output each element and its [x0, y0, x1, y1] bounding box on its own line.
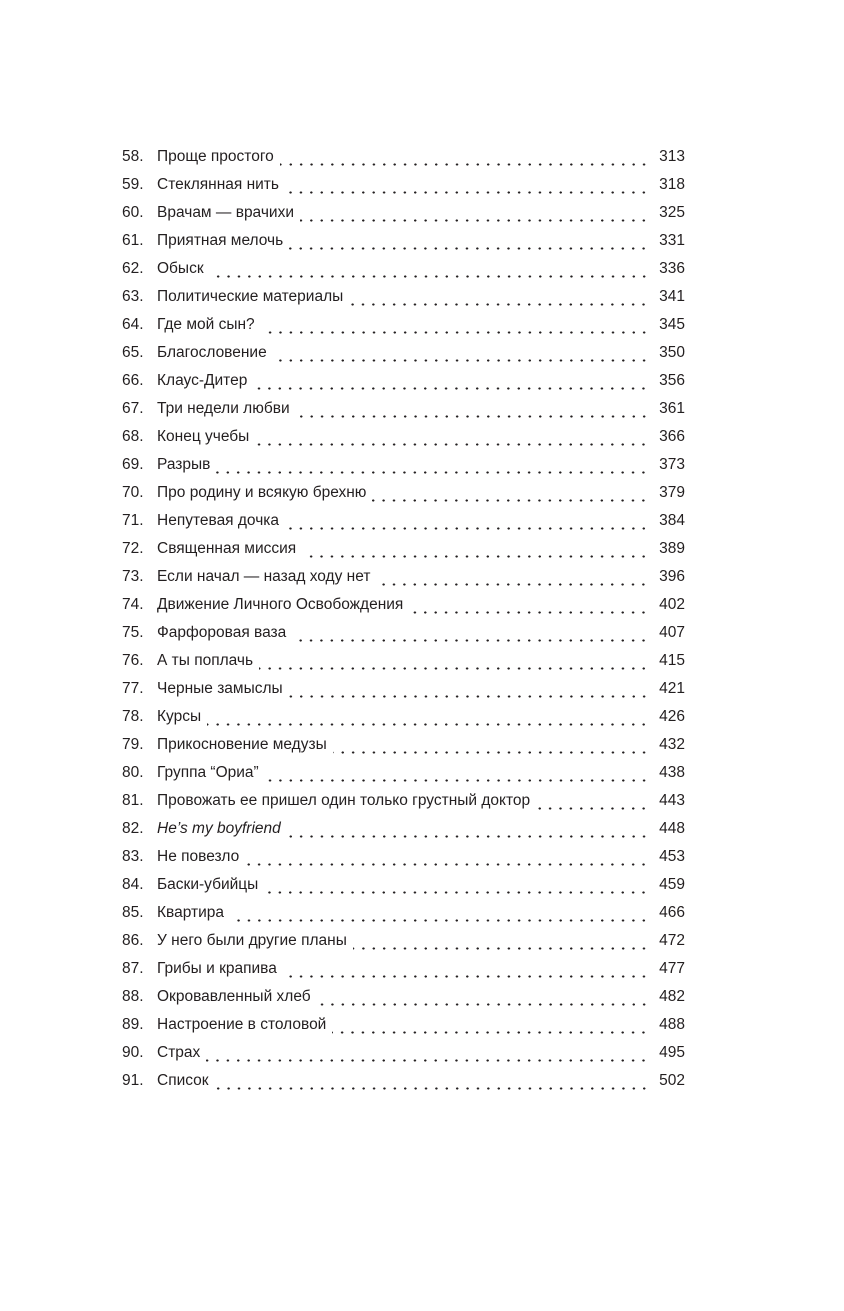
page-number: 502	[659, 1072, 685, 1089]
chapter-number: 62.	[122, 260, 144, 277]
dot-leader	[285, 527, 649, 530]
toc-entry	[122, 174, 685, 202]
page-number: 453	[659, 848, 685, 865]
chapter-title: Окровавленный хлеб	[157, 988, 311, 1005]
dot-leader	[376, 583, 649, 586]
chapter-title: Врачам — врачихи	[157, 204, 294, 221]
chapter-number: 69.	[122, 456, 144, 473]
page-number: 379	[659, 484, 685, 501]
page-number: 426	[659, 708, 685, 725]
dot-leader	[273, 359, 649, 362]
page-number: 331	[659, 232, 685, 249]
dot-leader	[349, 303, 649, 306]
dot-leader	[536, 807, 649, 810]
chapter-title: Провожать ее пришел один только грустный доктор	[157, 792, 531, 809]
chapter-title: Про родину и всякую брехню	[157, 484, 367, 501]
chapter-title: Грибы и крапива	[157, 960, 277, 977]
chapter-title: Курсы	[157, 708, 202, 725]
toc-entry	[122, 510, 685, 538]
chapter-title: Конец учебы	[157, 428, 250, 445]
chapter-title: А ты поплачь	[157, 652, 254, 669]
chapter-title: Группа “Ориа”	[157, 764, 259, 781]
chapter-number: 70.	[122, 484, 144, 501]
page-number: 341	[659, 288, 685, 305]
toc-entry	[122, 902, 685, 930]
chapter-title: Прикосновение медузы	[157, 736, 327, 753]
chapter-title: Обыск	[157, 260, 204, 277]
chapter-title: Настроение в столовой	[157, 1016, 327, 1033]
toc-entry	[122, 566, 685, 594]
page-number: 325	[659, 204, 685, 221]
dot-leader	[289, 247, 649, 250]
chapter-number: 84.	[122, 876, 144, 893]
dot-leader	[265, 779, 649, 782]
toc-entry	[122, 230, 685, 258]
toc-entry	[122, 538, 685, 566]
page-number: 438	[659, 764, 685, 781]
chapter-title: Приятная мелочь	[157, 232, 284, 249]
page-number: 407	[659, 624, 685, 641]
page-number: 459	[659, 876, 685, 893]
dot-leader	[300, 219, 649, 222]
dot-leader	[255, 443, 649, 446]
dot-leader	[333, 751, 649, 754]
chapter-title: Священная миссия	[157, 540, 297, 557]
chapter-number: 58.	[122, 148, 144, 165]
chapter-title: Стеклянная нить	[157, 176, 279, 193]
page-number: 336	[659, 260, 685, 277]
toc-entry	[122, 426, 685, 454]
toc-entry	[122, 370, 685, 398]
page-number: 443	[659, 792, 685, 809]
toc-entry	[122, 258, 685, 286]
chapter-number: 61.	[122, 232, 144, 249]
toc-entry	[122, 482, 685, 510]
chapter-number: 88.	[122, 988, 144, 1005]
page-number: 477	[659, 960, 685, 977]
toc-entry	[122, 846, 685, 874]
dot-leader	[207, 723, 649, 726]
chapter-title: Не повезло	[157, 848, 240, 865]
dot-leader	[264, 891, 649, 894]
chapter-title: Движение Личного Освобождения	[157, 596, 404, 613]
toc-entry	[122, 762, 685, 790]
dot-leader	[372, 499, 649, 502]
dot-leader	[206, 1059, 649, 1062]
page-number: 402	[659, 596, 685, 613]
chapter-number: 59.	[122, 176, 144, 193]
dot-leader	[230, 919, 649, 922]
dot-leader	[292, 639, 649, 642]
toc-entry	[122, 622, 685, 650]
chapter-number: 76.	[122, 652, 144, 669]
chapter-title: Черные замыслы	[157, 680, 283, 697]
chapter-title: Где мой сын?	[157, 316, 255, 333]
toc-entry	[122, 1070, 685, 1098]
page-number: 384	[659, 512, 685, 529]
page-number: 466	[659, 904, 685, 921]
toc-entry	[122, 650, 685, 678]
chapter-number: 73.	[122, 568, 144, 585]
chapter-number: 71.	[122, 512, 144, 529]
table-of-contents	[122, 146, 685, 1098]
chapter-title: Непутевая дочка	[157, 512, 280, 529]
chapter-number: 83.	[122, 848, 144, 865]
toc-entry	[122, 874, 685, 902]
dot-leader	[261, 331, 649, 334]
chapter-number: 77.	[122, 680, 144, 697]
dot-leader	[285, 191, 649, 194]
chapter-title: Благословение	[157, 344, 267, 361]
dot-leader	[280, 163, 649, 166]
toc-entry	[122, 986, 685, 1014]
dot-leader	[289, 695, 649, 698]
toc-entry	[122, 286, 685, 314]
dot-leader	[302, 555, 649, 558]
dot-leader	[353, 947, 649, 950]
dot-leader	[296, 415, 649, 418]
chapter-title: He’s my boyfriend	[157, 820, 281, 837]
chapter-number: 67.	[122, 400, 144, 417]
dot-leader	[332, 1031, 649, 1034]
page-number: 313	[659, 148, 685, 165]
chapter-title: Страх	[157, 1044, 201, 1061]
toc-entry	[122, 146, 685, 174]
chapter-number: 60.	[122, 204, 144, 221]
chapter-title: Квартира	[157, 904, 224, 921]
page-number: 350	[659, 344, 685, 361]
chapter-title: У него были другие планы	[157, 932, 347, 949]
chapter-number: 82.	[122, 820, 144, 837]
chapter-number: 81.	[122, 792, 144, 809]
toc-entry	[122, 818, 685, 846]
page-number: 361	[659, 400, 685, 417]
chapter-number: 90.	[122, 1044, 144, 1061]
chapter-number: 75.	[122, 624, 144, 641]
dot-leader	[216, 471, 649, 474]
page-number: 495	[659, 1044, 685, 1061]
chapter-title: Список	[157, 1072, 209, 1089]
page-number: 432	[659, 736, 685, 753]
page-number: 488	[659, 1016, 685, 1033]
toc-entry	[122, 930, 685, 958]
toc-entry	[122, 342, 685, 370]
toc-entry	[122, 594, 685, 622]
chapter-number: 74.	[122, 596, 144, 613]
dot-leader	[210, 275, 649, 278]
toc-entry	[122, 454, 685, 482]
chapter-title: Клаус-Дитер	[157, 372, 248, 389]
dot-leader	[245, 863, 649, 866]
chapter-number: 68.	[122, 428, 144, 445]
page-number: 472	[659, 932, 685, 949]
dot-leader	[409, 611, 649, 614]
chapter-number: 86.	[122, 932, 144, 949]
page-number: 345	[659, 316, 685, 333]
toc-entry	[122, 202, 685, 230]
chapter-number: 78.	[122, 708, 144, 725]
chapter-title: Разрыв	[157, 456, 211, 473]
chapter-title: Баски-убийцы	[157, 876, 259, 893]
chapter-number: 64.	[122, 316, 144, 333]
page-number: 366	[659, 428, 685, 445]
chapter-number: 63.	[122, 288, 144, 305]
chapter-number: 91.	[122, 1072, 144, 1089]
page-number: 482	[659, 988, 685, 1005]
chapter-number: 80.	[122, 764, 144, 781]
page-number: 318	[659, 176, 685, 193]
page-number: 389	[659, 540, 685, 557]
chapter-title: Фарфоровая ваза	[157, 624, 287, 641]
dot-leader	[253, 387, 649, 390]
dot-leader	[317, 1003, 649, 1006]
toc-entry	[122, 706, 685, 734]
chapter-number: 89.	[122, 1016, 144, 1033]
page-number: 373	[659, 456, 685, 473]
toc-entry	[122, 314, 685, 342]
toc-entry	[122, 398, 685, 426]
dot-leader	[215, 1087, 649, 1090]
page-number: 421	[659, 680, 685, 697]
toc-entry	[122, 790, 685, 818]
dot-leader	[287, 835, 649, 838]
chapter-number: 72.	[122, 540, 144, 557]
chapter-number: 79.	[122, 736, 144, 753]
page-number: 396	[659, 568, 685, 585]
chapter-title: Три недели любви	[157, 400, 290, 417]
chapter-title: Проще простого	[157, 148, 274, 165]
chapter-number: 65.	[122, 344, 144, 361]
dot-leader	[259, 667, 649, 670]
chapter-number: 85.	[122, 904, 144, 921]
page-number: 448	[659, 820, 685, 837]
chapter-number: 87.	[122, 960, 144, 977]
chapter-title: Политические материалы	[157, 288, 344, 305]
toc-entry	[122, 678, 685, 706]
page-number: 415	[659, 652, 685, 669]
chapter-title: Если начал — назад ходу нет	[157, 568, 371, 585]
dot-leader	[283, 975, 649, 978]
page-number: 356	[659, 372, 685, 389]
toc-entry	[122, 1042, 685, 1070]
toc-entry	[122, 1014, 685, 1042]
chapter-number: 66.	[122, 372, 144, 389]
toc-entry	[122, 734, 685, 762]
toc-entry	[122, 958, 685, 986]
